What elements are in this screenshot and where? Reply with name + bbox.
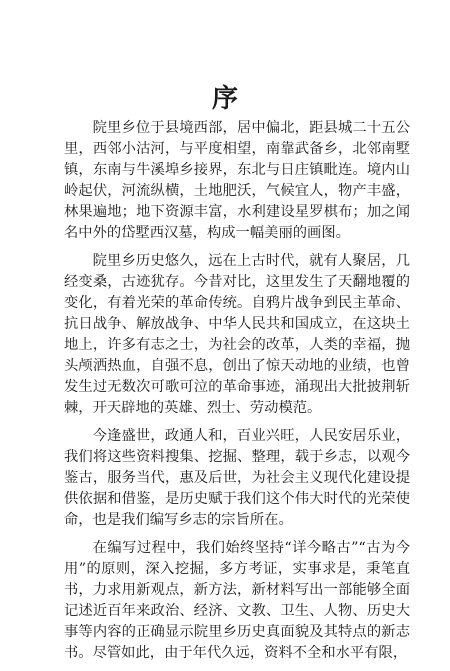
paragraph-2: 院里乡历史悠久，远在上古时代，就有人聚居，几经变桑，古迹犹存。今昔对比，这里发生了天翻地覆的变化，有着光荣的革命传统。自鸦片战争到民主革命、抗日战争、解放战争、中华人民共和国成立，在这块土地上，许多有志之士，为社会的改革，人类的幸福，抛头颅洒热血，自强不息，创出了惊天动地的业绩，也曾发生过无数次可歌可泣的革命事迹，涌现出大批披荆斩棘，开天辟地的英雄、烈士、劳动模范。 <box>64 253 410 416</box>
page-title: 序 <box>211 84 238 114</box>
preface-body <box>64 118 410 671</box>
paragraph-1: 院里乡位于县境西部，居中偏北，距县城二十五公里，西邻小沽河，与平度相望，南靠武备乡，北邻南墅镇，东南与牛溪埠乡接界，东北与日庄镇毗连。境内山岭起伏，河流纵横，土地肥沃，气候宜人，物产丰盛，林果遍地；地下资源丰富，水利建设星罗棋布；加之闻名中外的岱墅西汉墓，构成一幅美丽的画图。 <box>64 120 410 241</box>
paragraph-4: 在编写过程中，我们始终坚持“详今略古”“古为今用”的原则，深入挖掘，多方考证，实事求是，秉笔直书，力求用新观点，新方法，新材料写出一部能够全面记述近百年来政治、经济、文教、卫生、人物、历史大事等内容的正确显示院里乡历史真面貌及其特点的新志书。尽管如此，由于年代久远，资料不全和水平有限， <box>64 540 410 661</box>
paragraph-3: 今逢盛世，政通人和，百业兴旺，人民安居乐业，我们将这些资料搜集、挖掘、整理，载于乡志，以观今鉴古，服务当代，惠及后世，为社会主义现代化建设提供依据和借鉴，是历史赋于我们这个伟大时代的光荣使命，也是我们编写乡志的宗旨所在。 <box>64 428 410 528</box>
